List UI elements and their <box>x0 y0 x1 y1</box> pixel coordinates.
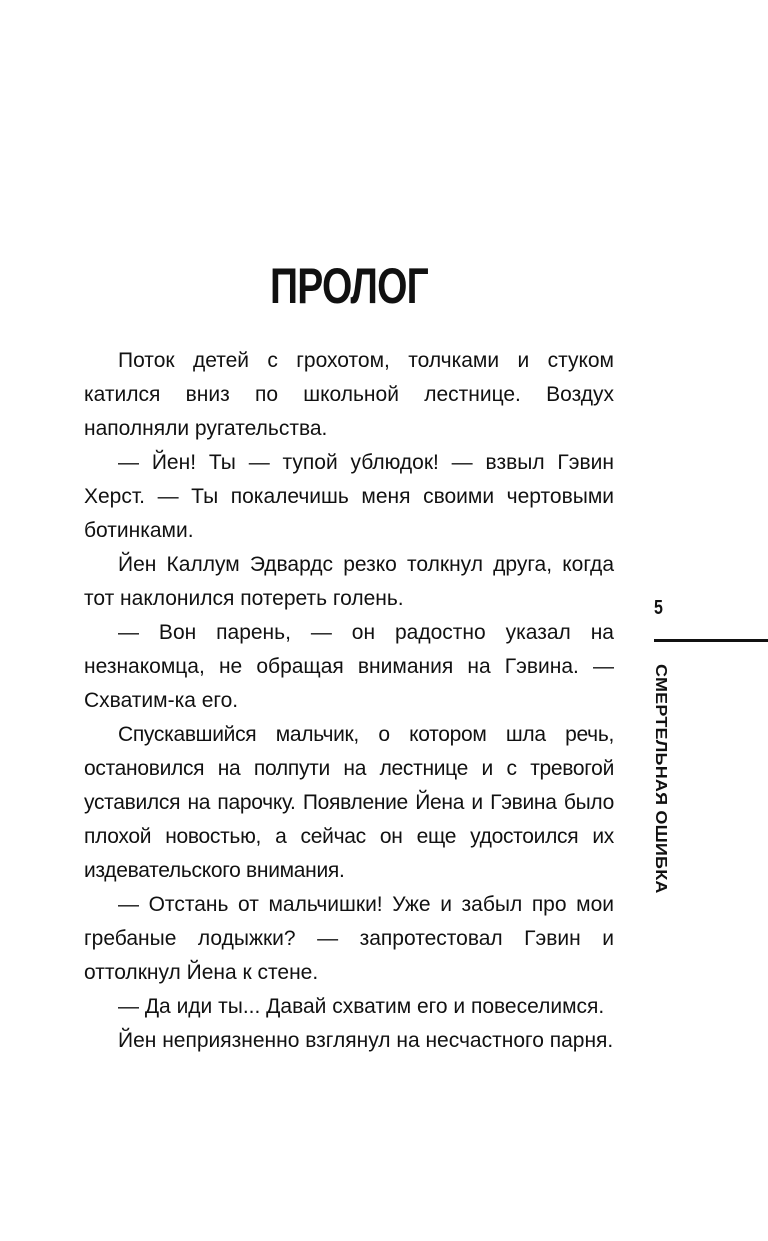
paragraph-4: — Вон парень, — он радостно указал на незнакомца, не обращая внимания на Гэвина. — Схватим-ка его. <box>84 621 614 712</box>
running-title-container <box>652 664 674 894</box>
paragraph-8: Йен неприязненно взглянул на несчастного парня. <box>118 1029 614 1052</box>
margin-rule <box>654 639 768 642</box>
page-number: 5 <box>654 597 663 619</box>
paragraph-5: Спускавшийся мальчик, о котором шла речь, остановился на полпути на лестнице и с тревогой уставился на парочку. Появление Йена и Гэвина было плохой новостью, а сейчас он еще удостоился их издевательского внимания. <box>84 723 614 882</box>
paragraph-1: Поток детей с грохотом, толчками и стуком катился вниз по школьной лестнице. Воздух наполняли ругательства. <box>84 349 614 440</box>
paragraph-6: — Отстань от мальчишки! Уже и забыл про мои гребаные лодыжки? — запротестовал Гэвин и оттолкнул Йена к стене. <box>84 893 614 984</box>
paragraph-2: — Йен! Ты — тупой ублюдок! — взвыл Гэвин Херст. — Ты покалечишь меня своими чертовыми ботинками. <box>84 451 614 542</box>
chapter-title: ПРОЛОГ <box>269 258 429 314</box>
body-text <box>84 344 614 1058</box>
paragraph-7: — Да иди ты... Давай схватим его и повеселимся. <box>118 995 605 1018</box>
paragraph-3: Йен Каллум Эдвардс резко толкнул друга, когда тот наклонился потереть голень. <box>84 553 614 610</box>
running-title: СМЕРТЕЛЬНАЯ ОШИБКА <box>652 664 670 894</box>
